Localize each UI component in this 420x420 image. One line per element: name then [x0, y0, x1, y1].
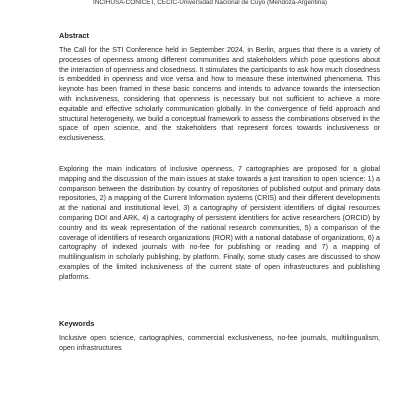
abstract-paragraph-1: The Call for the STI Conference held in September 2024, in Berlin, argues that there is a variety of processes of openness among different communities and stakeholders which pose questions about the interaction of openness and closedness. It stimulates the participants to ask how much closedness is embedded in openness and vice versa and how to measure these intertwined phenomena. This keynote has been framed in these basic concerns and intends to advance towards the intersection with inclusiveness, considering that openness is necessary but not sufficient to achieve a more equitable and effective scholarly communication globally. In the convergence of field approach and structural heterogeneity, we build a conceptual framework to assess the combinations observed in the space of open science, and the stakeholders that represent forces towards inclusiveness or exclusiveness. [59, 46, 380, 143]
abstract-paragraph-2: Exploring the main indicators of inclusive openness, 7 cartographies are proposed for a global mapping and the discussion of the main issues at stake towards a just transition to open science: 1) a comparison between the distribution by country of repositories of published output and primary data repositories, 2) a mapping of the Current Information systems (CRIS) and their different developments at the national and institutional level, 3) a cartography of persistent identifiers of digital resources comparing DOI and ARK, 4) a cartography of persistent identifiers for active researchers (ORCID) by country and its weak representation of the national research communities, 5) a comparison of the coverage of identifiers of research organizations (ROR) with a national database of organizations, 6) a cartography of indexed journals with no-fee for publishing or reading and 7) a mapping of multilingualism in scholarly publishing, by platform. Finally, some study cases are discussed to show examples of the limited inclusiveness of the current state of open infrastructures and publishing platforms. [59, 165, 380, 281]
keywords-list: Inclusive open science, cartographies, commercial exclusiveness, no-fee journals, multilingualism, open infrastructures [59, 334, 380, 352]
abstract-heading: Abstract [59, 31, 89, 40]
keywords-heading: Keywords [59, 319, 95, 328]
author-affiliation: INCIHUSA-CONICET, CECIC-Universidad Nacional de Cuyo (Mendoza-Argentina) [92, 0, 328, 6]
